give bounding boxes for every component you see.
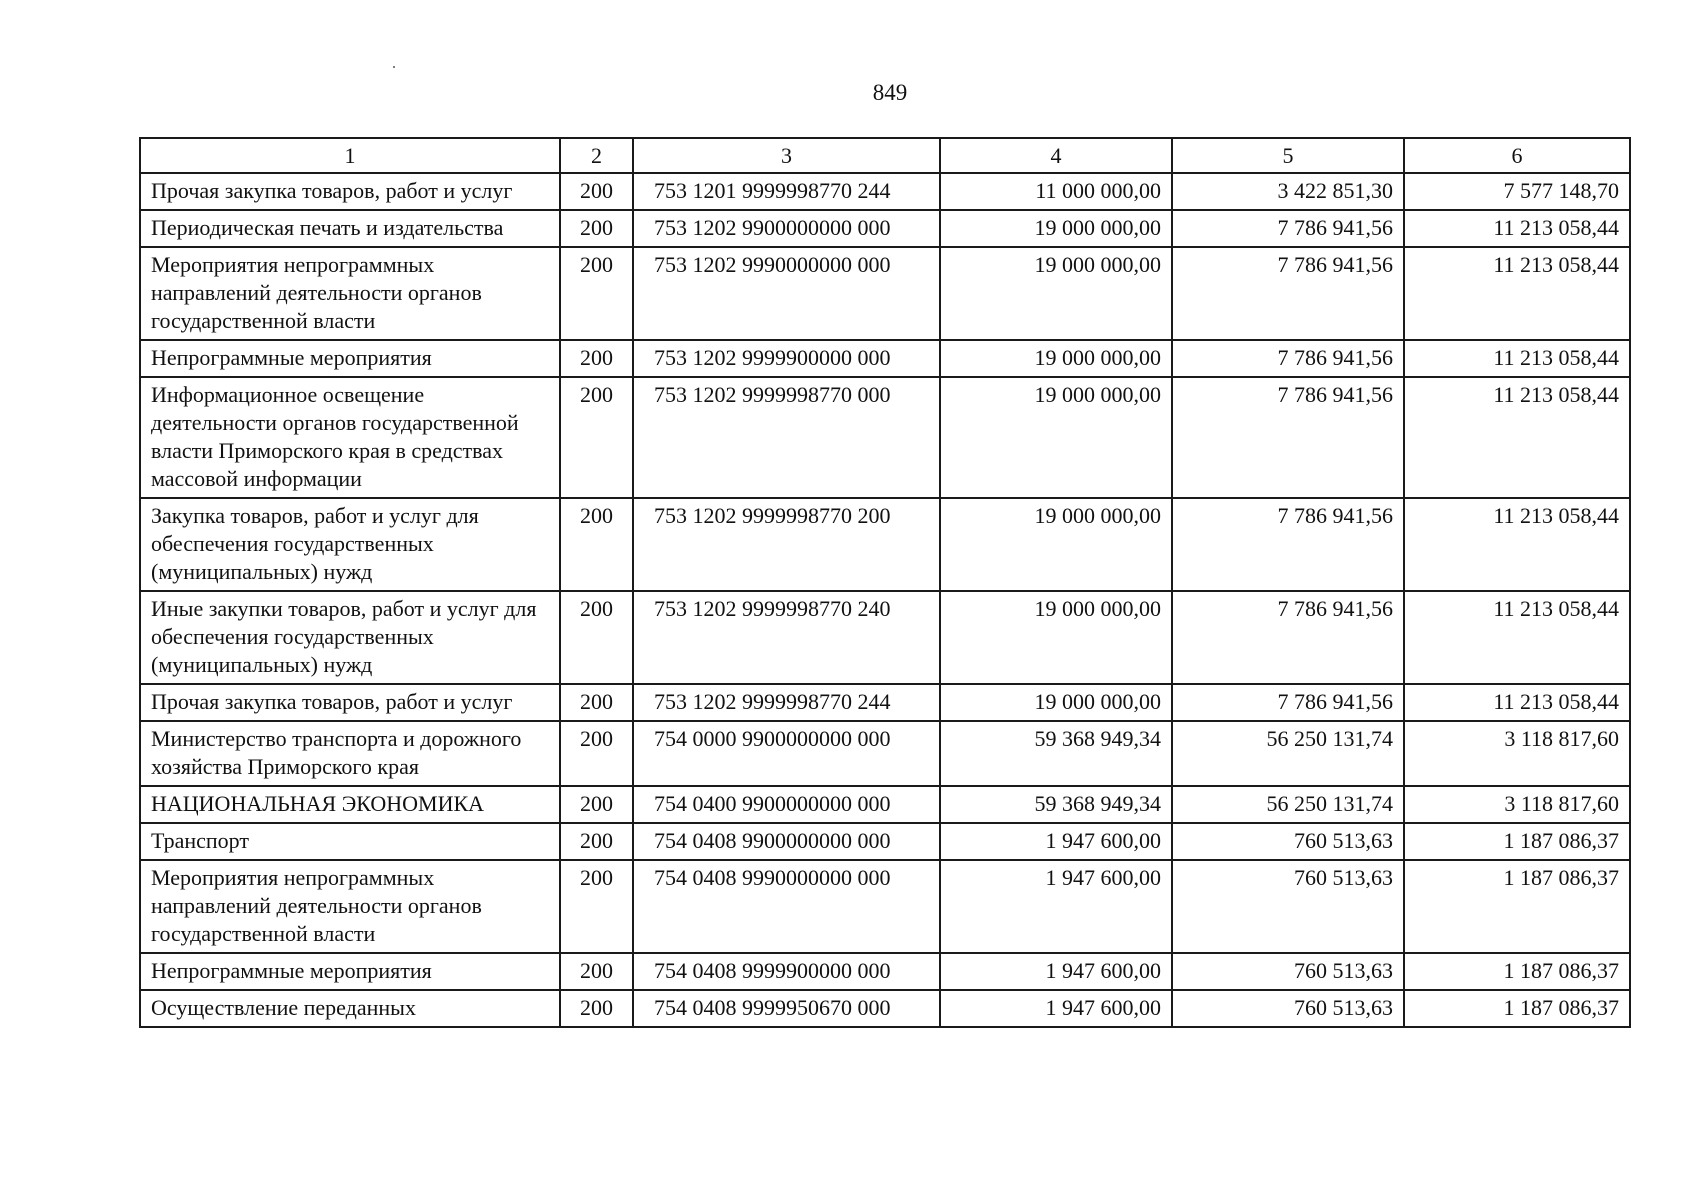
table-row <box>140 498 1630 591</box>
table-row <box>140 860 1630 953</box>
row-executed-cell: 7 786 941,56 <box>1172 210 1404 247</box>
row-unexecuted-cell: 11 213 058,44 <box>1404 377 1630 498</box>
table-row <box>140 684 1630 721</box>
row-kbk-cell: 754 0408 9900000000 000 <box>633 823 940 860</box>
row-unexecuted-cell: 1 187 086,37 <box>1404 990 1630 1027</box>
row-approved-cell: 1 947 600,00 <box>940 990 1172 1027</box>
row-kbk-cell: 754 0000 9900000000 000 <box>633 721 940 786</box>
row-unexecuted-cell: 11 213 058,44 <box>1404 684 1630 721</box>
row-approved-cell: 1 947 600,00 <box>940 860 1172 953</box>
table-row <box>140 210 1630 247</box>
row-name-cell: Прочая закупка товаров, работ и услуг <box>140 173 560 210</box>
row-unexecuted-cell: 3 118 817,60 <box>1404 786 1630 823</box>
row-kbk-cell: 753 1202 9999998770 244 <box>633 684 940 721</box>
row-approved-cell: 19 000 000,00 <box>940 210 1172 247</box>
row-name-cell: Транспорт <box>140 823 560 860</box>
column-header-3: 3 <box>633 138 940 173</box>
column-header-6: 6 <box>1404 138 1630 173</box>
row-executed-cell: 760 513,63 <box>1172 860 1404 953</box>
row-kbk-cell: 754 0400 9900000000 000 <box>633 786 940 823</box>
row-code-cell: 200 <box>560 860 633 953</box>
row-approved-cell: 19 000 000,00 <box>940 498 1172 591</box>
column-header-4: 4 <box>940 138 1172 173</box>
row-unexecuted-cell: 3 118 817,60 <box>1404 721 1630 786</box>
row-name-cell: Периодическая печать и издательства <box>140 210 560 247</box>
row-kbk-cell: 754 0408 9999950670 000 <box>633 990 940 1027</box>
table-row <box>140 721 1630 786</box>
row-code-cell: 200 <box>560 173 633 210</box>
row-code-cell: 200 <box>560 823 633 860</box>
row-approved-cell: 1 947 600,00 <box>940 823 1172 860</box>
row-unexecuted-cell: 7 577 148,70 <box>1404 173 1630 210</box>
row-approved-cell: 11 000 000,00 <box>940 173 1172 210</box>
table-row <box>140 786 1630 823</box>
row-executed-cell: 7 786 941,56 <box>1172 247 1404 340</box>
row-name-cell: Министерство транспорта и дорожного хозяйства Приморского края <box>140 721 560 786</box>
row-approved-cell: 19 000 000,00 <box>940 684 1172 721</box>
row-executed-cell: 7 786 941,56 <box>1172 498 1404 591</box>
row-unexecuted-cell: 1 187 086,37 <box>1404 860 1630 953</box>
row-kbk-cell: 753 1202 9900000000 000 <box>633 210 940 247</box>
row-name-cell: Информационное освещение деятельности органов государственной власти Приморского края в средствах массовой информации <box>140 377 560 498</box>
row-unexecuted-cell: 1 187 086,37 <box>1404 953 1630 990</box>
table-row <box>140 247 1630 340</box>
row-kbk-cell: 753 1202 9990000000 000 <box>633 247 940 340</box>
table-row <box>140 953 1630 990</box>
row-name-cell: Непрограммные мероприятия <box>140 340 560 377</box>
table-row <box>140 990 1630 1027</box>
row-name-cell: Иные закупки товаров, работ и услуг для обеспечения государственных (муниципальных) нужд <box>140 591 560 684</box>
row-code-cell: 200 <box>560 591 633 684</box>
row-kbk-cell: 753 1202 9999998770 000 <box>633 377 940 498</box>
row-code-cell: 200 <box>560 990 633 1027</box>
row-approved-cell: 59 368 949,34 <box>940 721 1172 786</box>
row-executed-cell: 760 513,63 <box>1172 990 1404 1027</box>
row-kbk-cell: 753 1202 9999998770 240 <box>633 591 940 684</box>
row-unexecuted-cell: 11 213 058,44 <box>1404 340 1630 377</box>
row-code-cell: 200 <box>560 377 633 498</box>
row-kbk-cell: 753 1202 9999900000 000 <box>633 340 940 377</box>
row-name-cell: Осуществление переданных <box>140 990 560 1027</box>
page-number: 849 <box>872 80 908 105</box>
row-executed-cell: 56 250 131,74 <box>1172 786 1404 823</box>
row-unexecuted-cell: 11 213 058,44 <box>1404 591 1630 684</box>
column-header-1: 1 <box>140 138 560 173</box>
budget-table <box>139 137 1631 1028</box>
row-kbk-cell: 754 0408 9990000000 000 <box>633 860 940 953</box>
row-kbk-cell: 753 1202 9999998770 200 <box>633 498 940 591</box>
row-executed-cell: 7 786 941,56 <box>1172 684 1404 721</box>
table-row <box>140 823 1630 860</box>
table-header-row <box>140 138 1630 173</box>
row-name-cell: Непрограммные мероприятия <box>140 953 560 990</box>
row-unexecuted-cell: 1 187 086,37 <box>1404 823 1630 860</box>
table-body <box>140 173 1630 1027</box>
row-approved-cell: 19 000 000,00 <box>940 247 1172 340</box>
row-code-cell: 200 <box>560 684 633 721</box>
table-row <box>140 340 1630 377</box>
row-unexecuted-cell: 11 213 058,44 <box>1404 498 1630 591</box>
row-name-cell: Мероприятия непрограммных направлений деятельности органов государственной власти <box>140 247 560 340</box>
column-header-2: 2 <box>560 138 633 173</box>
row-code-cell: 200 <box>560 210 633 247</box>
row-executed-cell: 3 422 851,30 <box>1172 173 1404 210</box>
row-executed-cell: 7 786 941,56 <box>1172 591 1404 684</box>
row-approved-cell: 19 000 000,00 <box>940 591 1172 684</box>
row-name-cell: Прочая закупка товаров, работ и услуг <box>140 684 560 721</box>
row-executed-cell: 760 513,63 <box>1172 953 1404 990</box>
row-executed-cell: 7 786 941,56 <box>1172 377 1404 498</box>
row-approved-cell: 1 947 600,00 <box>940 953 1172 990</box>
table-row <box>140 591 1630 684</box>
row-approved-cell: 59 368 949,34 <box>940 786 1172 823</box>
row-unexecuted-cell: 11 213 058,44 <box>1404 210 1630 247</box>
row-name-cell: Мероприятия непрограммных направлений деятельности органов государственной власти <box>140 860 560 953</box>
row-kbk-cell: 753 1201 9999998770 244 <box>633 173 940 210</box>
row-name-cell: Закупка товаров, работ и услуг для обеспечения государственных (муниципальных) нужд <box>140 498 560 591</box>
row-approved-cell: 19 000 000,00 <box>940 340 1172 377</box>
row-code-cell: 200 <box>560 498 633 591</box>
row-approved-cell: 19 000 000,00 <box>940 377 1172 498</box>
table-row <box>140 173 1630 210</box>
row-code-cell: 200 <box>560 953 633 990</box>
row-code-cell: 200 <box>560 247 633 340</box>
row-name-cell: НАЦИОНАЛЬНАЯ ЭКОНОМИКА <box>140 786 560 823</box>
row-code-cell: 200 <box>560 340 633 377</box>
table-row <box>140 377 1630 498</box>
row-kbk-cell: 754 0408 9999900000 000 <box>633 953 940 990</box>
row-executed-cell: 760 513,63 <box>1172 823 1404 860</box>
scan-speck <box>393 66 395 68</box>
row-executed-cell: 7 786 941,56 <box>1172 340 1404 377</box>
row-code-cell: 200 <box>560 721 633 786</box>
column-header-5: 5 <box>1172 138 1404 173</box>
row-unexecuted-cell: 11 213 058,44 <box>1404 247 1630 340</box>
row-code-cell: 200 <box>560 786 633 823</box>
row-executed-cell: 56 250 131,74 <box>1172 721 1404 786</box>
